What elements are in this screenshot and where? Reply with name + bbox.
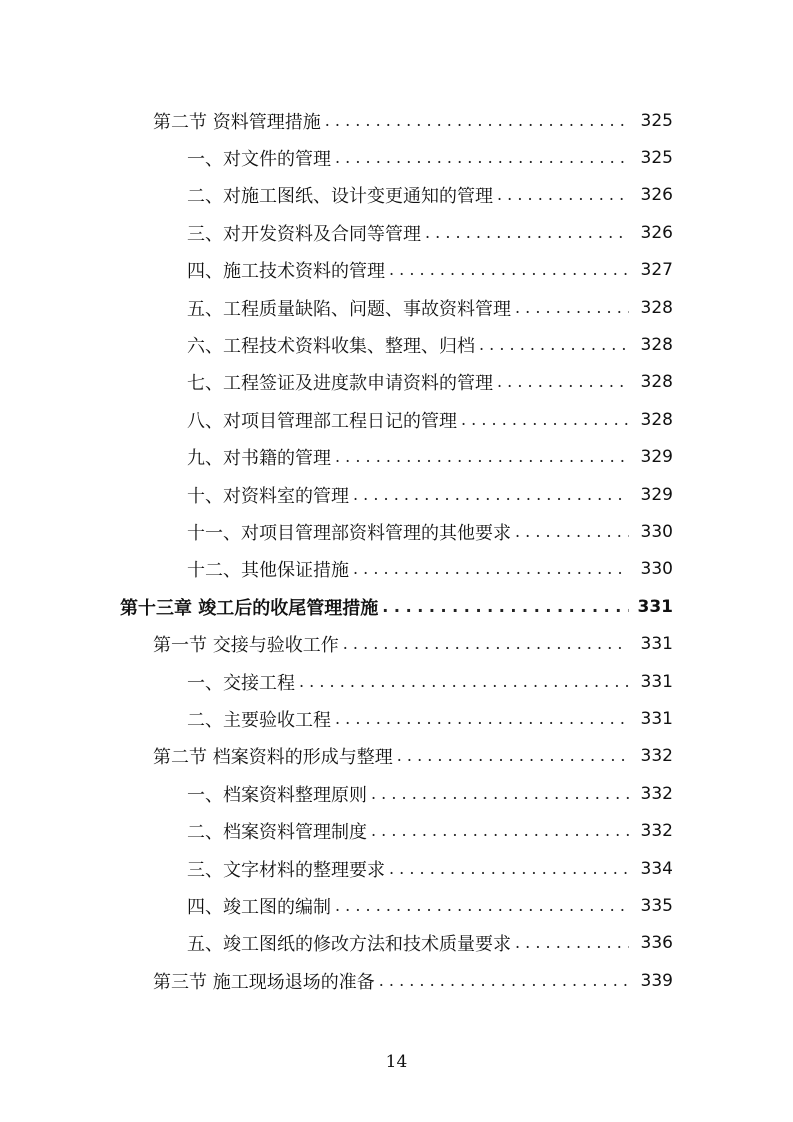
toc-entry[interactable]	[0, 326, 793, 363]
toc-entry-title: 十二、其他保证措施	[187, 556, 353, 582]
toc-entry-page: 329	[629, 485, 673, 505]
toc-dot-leader	[325, 113, 629, 129]
toc-entry-page: 328	[629, 335, 673, 355]
toc-entry-title: 九、对书籍的管理	[187, 444, 335, 470]
toc-entry-title: 五、竣工图纸的修改方法和技术质量要求	[187, 930, 515, 956]
toc-entry[interactable]	[0, 252, 793, 289]
toc-entry-title: 第十三章 竣工后的收尾管理措施	[120, 594, 382, 620]
toc-entry-page: 331	[629, 597, 673, 617]
toc-entry-title: 一、档案资料整理原则	[187, 781, 371, 807]
toc-dot-leader	[299, 674, 629, 690]
toc-entry-title: 二、主要验收工程	[187, 706, 335, 732]
toc-dot-leader	[389, 262, 629, 278]
toc-dot-leader	[389, 861, 629, 877]
toc-dot-leader	[461, 412, 629, 428]
toc-entry-title: 一、交接工程	[187, 669, 299, 695]
toc-dot-leader	[515, 524, 629, 540]
toc-dot-leader	[335, 711, 629, 727]
toc-entry-page: 331	[629, 634, 673, 654]
toc-entry-title: 五、工程质量缺陷、问题、事故资料管理	[187, 295, 515, 321]
toc-entry-page: 325	[629, 111, 673, 131]
toc-entry-title: 十、对资料室的管理	[187, 482, 353, 508]
toc-dot-leader	[335, 449, 629, 465]
toc-entry-page: 335	[629, 896, 673, 916]
toc-dot-leader	[371, 823, 629, 839]
toc-dot-leader	[353, 561, 629, 577]
toc-dot-leader	[425, 225, 629, 241]
toc-entry-title: 四、竣工图的编制	[187, 893, 335, 919]
toc-entry[interactable]	[0, 551, 793, 588]
toc-entry-title: 第一节 交接与验收工作	[153, 631, 343, 657]
toc-entry[interactable]	[0, 625, 793, 662]
toc-dot-leader	[497, 374, 629, 390]
toc-entry-title: 七、工程签证及进度款申请资料的管理	[187, 369, 497, 395]
toc-entry-title: 二、对施工图纸、设计变更通知的管理	[187, 182, 497, 208]
toc-entry-page: 332	[629, 746, 673, 766]
toc-entry-title: 四、施工技术资料的管理	[187, 257, 389, 283]
toc-entry-page: 336	[629, 933, 673, 953]
toc-entry-page: 328	[629, 410, 673, 430]
toc-entry-page: 325	[629, 148, 673, 168]
toc-entry-page: 326	[629, 223, 673, 243]
toc-entry[interactable]	[0, 476, 793, 513]
toc-entry[interactable]	[0, 925, 793, 962]
toc-dot-leader	[335, 150, 629, 166]
toc-dot-leader	[515, 300, 629, 316]
toc-entry[interactable]	[0, 177, 793, 214]
toc-entry[interactable]	[0, 588, 793, 625]
toc-entry-page: 330	[629, 559, 673, 579]
toc-entry-page: 332	[629, 821, 673, 841]
toc-entry-page: 331	[629, 709, 673, 729]
toc-entry-title: 六、工程技术资料收集、整理、归档	[187, 332, 479, 358]
toc-entry[interactable]	[0, 102, 793, 139]
toc-entry-page: 331	[629, 672, 673, 692]
toc-dot-leader	[515, 935, 629, 951]
toc-dot-leader	[397, 748, 629, 764]
toc-entry-title: 第二节 档案资料的形成与整理	[153, 743, 397, 769]
table-of-contents	[0, 102, 793, 999]
toc-entry[interactable]	[0, 513, 793, 550]
toc-entry-title: 三、对开发资料及合同等管理	[187, 220, 425, 246]
toc-entry-title: 二、档案资料管理制度	[187, 818, 371, 844]
toc-dot-leader	[353, 487, 629, 503]
page-number: 14	[385, 1052, 408, 1072]
toc-entry-title: 第二节 资料管理措施	[153, 108, 325, 134]
toc-entry-title: 八、对项目管理部工程日记的管理	[187, 407, 461, 433]
toc-entry-page: 332	[629, 784, 673, 804]
toc-entry[interactable]	[0, 962, 793, 999]
toc-entry[interactable]	[0, 663, 793, 700]
toc-entry[interactable]	[0, 738, 793, 775]
toc-entry-page: 334	[629, 859, 673, 879]
toc-entry[interactable]	[0, 214, 793, 251]
toc-entry-title: 十一、对项目管理部资料管理的其他要求	[187, 519, 515, 545]
toc-entry-page: 328	[629, 372, 673, 392]
toc-entry-title: 一、对文件的管理	[187, 145, 335, 171]
toc-entry[interactable]	[0, 887, 793, 924]
toc-entry-page: 327	[629, 260, 673, 280]
toc-dot-leader	[497, 187, 629, 203]
toc-entry[interactable]	[0, 401, 793, 438]
toc-entry[interactable]	[0, 812, 793, 849]
toc-dot-leader	[382, 599, 629, 615]
toc-entry[interactable]	[0, 700, 793, 737]
toc-dot-leader	[371, 786, 629, 802]
toc-entry[interactable]	[0, 775, 793, 812]
toc-dot-leader	[335, 898, 629, 914]
toc-entry[interactable]	[0, 364, 793, 401]
toc-entry-page: 326	[629, 185, 673, 205]
toc-entry[interactable]	[0, 439, 793, 476]
toc-dot-leader	[379, 973, 629, 989]
toc-dot-leader	[479, 337, 629, 353]
toc-dot-leader	[343, 636, 629, 652]
toc-entry[interactable]	[0, 850, 793, 887]
toc-entry-page: 329	[629, 447, 673, 467]
toc-entry-page: 330	[629, 522, 673, 542]
toc-entry-title: 第三节 施工现场退场的准备	[153, 968, 379, 994]
toc-entry[interactable]	[0, 289, 793, 326]
toc-entry[interactable]	[0, 139, 793, 176]
toc-entry-page: 328	[629, 298, 673, 318]
toc-entry-page: 339	[629, 971, 673, 991]
toc-entry-title: 三、文字材料的整理要求	[187, 856, 389, 882]
